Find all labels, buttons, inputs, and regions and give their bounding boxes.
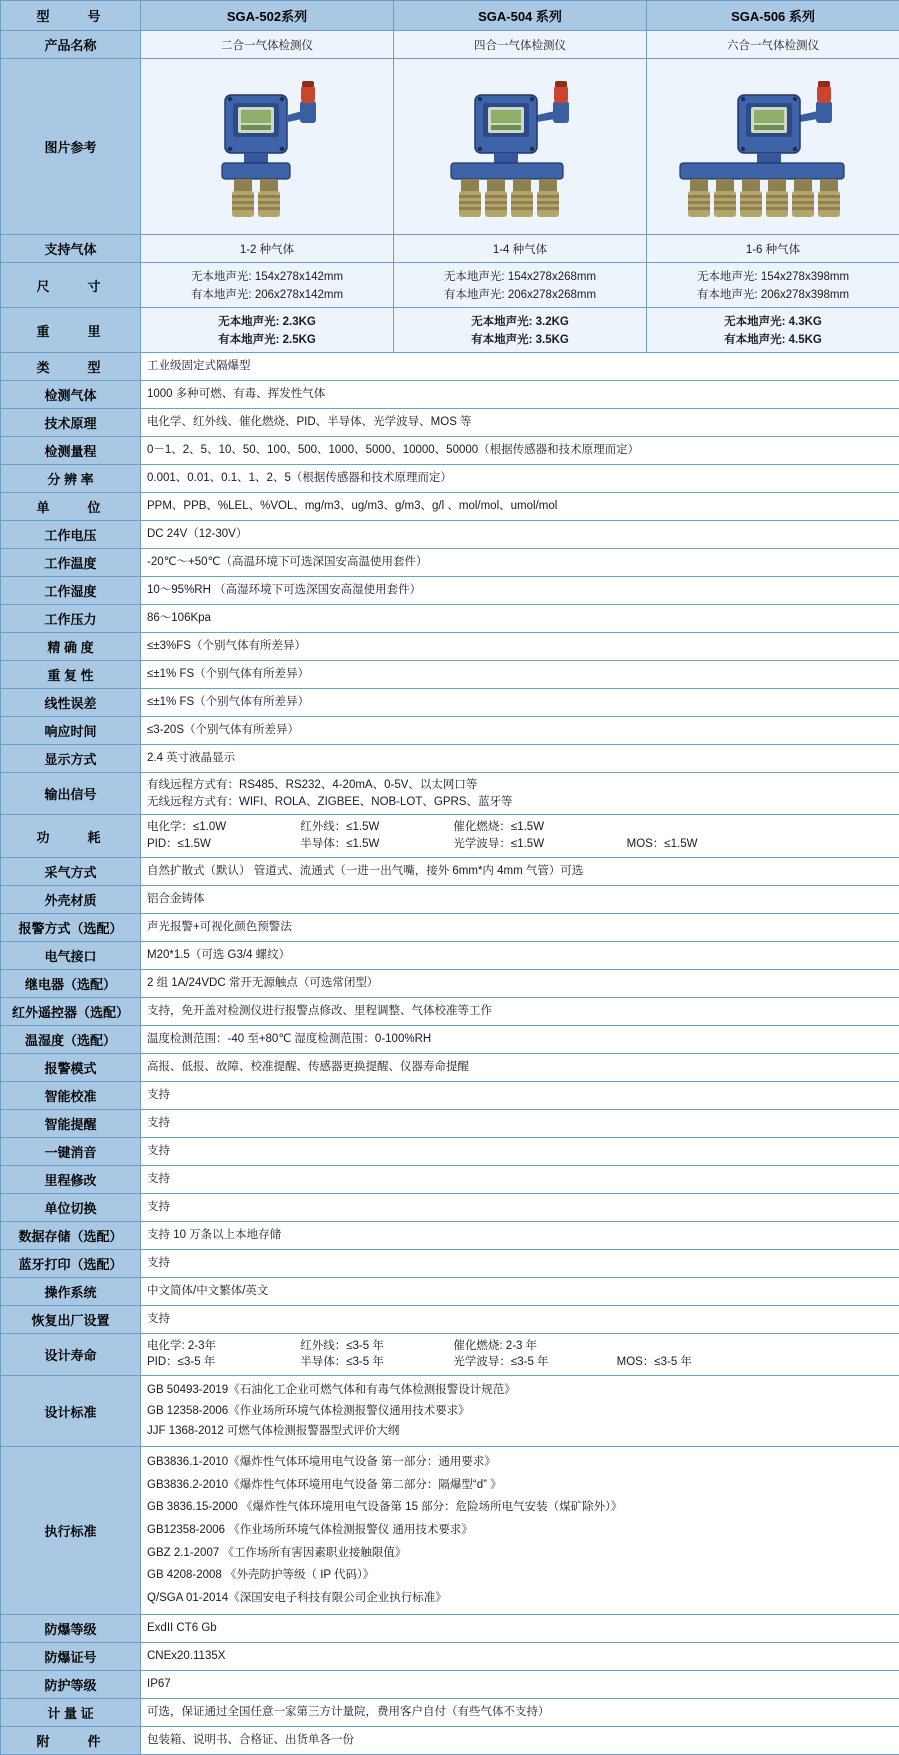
ip-level-value: IP67 [141,1670,899,1698]
row-label-support-gas: 支持气体 [1,235,141,263]
table-row-ir-remote [1,997,899,1025]
header-model-1: SGA-502系列 [141,1,394,31]
table-row-power [1,815,899,857]
weight-3 [647,308,899,353]
row-label-alarm-mode-opt: 报警方式（选配） [1,913,141,941]
table-row-response-time [1,717,899,745]
row-label-ir-remote: 红外遥控器（选配） [1,997,141,1025]
table-row-smart-calibration [1,1081,899,1109]
table-row-factory-reset [1,1305,899,1333]
row-label-work-temp: 工作温度 [1,549,141,577]
weight-2 [394,308,647,353]
table-row-accessories [1,1726,899,1754]
detect-gas-value: 1000 多种可燃、有毒、挥发性气体 [141,381,899,409]
table-row-principle [1,409,899,437]
table-row-ex-cert [1,1642,899,1670]
row-label-principle: 技术原理 [1,409,141,437]
design-standard-item: JJF 1368-2012 可燃气体检测报警器型式评价大纲 [147,1421,893,1442]
size-2-line2: 有本地声光: 206x278x268mm [398,285,642,303]
shell-value: 铝合金铸体 [141,885,899,913]
table-row-detect-gas [1,381,899,409]
row-label-linear-error: 线性误差 [1,689,141,717]
support-gas-1: 1-2 种气体 [141,235,394,263]
product-name-1: 二合一气体检测仪 [141,31,394,59]
exec-standard-item: GB3836.1-2010《爆炸性气体环境用电气设备 第一部分：通用要求》 [147,1451,893,1474]
power-infrared: 红外线：≤1.5W [300,819,450,836]
weight-2-line2: 有本地声光: 3.5KG [398,330,642,348]
table-row-support-gas [1,235,899,263]
design-life-value [141,1333,899,1375]
row-label-design-standard: 设计标准 [1,1376,141,1447]
exec-standard-item: Q/SGA 01-2014《深国安电子科技有限公司企业执行标准》 [147,1587,893,1610]
row-label-relay: 继电器（选配） [1,969,141,997]
table-row-repeatability [1,661,899,689]
ex-level-value: ExdII CT6 Gb [141,1614,899,1642]
accessories-value: 包装箱、说明书、合格证、出货单各一份 [141,1726,899,1754]
row-label-unit: 单 位 [1,493,141,521]
smart-reminder-value: 支持 [141,1109,899,1137]
gas-detector-device-icon [192,65,342,225]
table-row-metering-cert [1,1698,899,1726]
table-row-output-signal [1,773,899,815]
life-semiconductor: 半导体：≤3-5 年 [300,1354,450,1371]
work-humidity-value: 10～95%RH （高湿环境下可选深国安高湿使用套件） [141,577,899,605]
table-row-weight [1,308,899,353]
alarm-modes-value: 高报、低报、故障、校准提醒、传感器更换提醒、仪器寿命提醒 [141,1053,899,1081]
power-line-1 [147,819,893,836]
row-label-alarm-modes: 报警模式 [1,1053,141,1081]
exec-standard-item: GB 3836.15-2000 《爆炸性气体环境用电气设备第 15 部分：危险场所电气安装（煤矿除外）》 [147,1496,893,1519]
row-label-resolution: 分 辨 率 [1,465,141,493]
work-temp-value: -20℃～+50℃（高温环境下可选深国安高温使用套件） [141,549,899,577]
row-label-image-ref: 图片参考 [1,59,141,235]
power-semiconductor: 半导体：≤1.5W [300,836,450,853]
row-label-accuracy: 精 确 度 [1,633,141,661]
device-image-3 [647,59,899,235]
design-life-line-1 [147,1338,893,1355]
table-row-alarm-mode-opt [1,913,899,941]
design-standard-item: GB 50493-2019《石油化工企业可燃气体和有毒气体检测报警设计规范》 [147,1380,893,1401]
life-mos: MOS：≤3-5 年 [617,1354,692,1371]
header-model-2: SGA-504 系列 [394,1,647,31]
power-value [141,815,899,857]
display-value: 2.4 英寸液晶显示 [141,745,899,773]
electric-interface-value: M20*1.5（可选 G3/4 螺纹） [141,941,899,969]
relay-value: 2 组 1A/24VDC 常开无源触点（可选常闭型） [141,969,899,997]
row-label-type: 类 型 [1,353,141,381]
row-label-data-storage-opt: 数据存储（选配） [1,1221,141,1249]
table-row-range [1,437,899,465]
size-3-line2: 有本地声光: 206x278x398mm [651,285,895,303]
support-gas-2: 1-4 种气体 [394,235,647,263]
table-row-shell [1,885,899,913]
row-label-temp-humidity-opt: 温湿度（选配） [1,1025,141,1053]
design-life-line-2 [147,1354,893,1371]
product-name-2: 四合一气体检测仪 [394,31,647,59]
size-1-line1: 无本地声光: 154x278x142mm [145,267,389,285]
life-optical: 光学波导：≤3-5 年 [453,1354,613,1371]
power-pid: PID：≤1.5W [147,836,297,853]
output-signal-wireless: 无线远程方式有：WIFI、ROLA、ZIGBEE、NOB-LOT、GPRS、蓝牙等 [147,794,893,811]
table-row-resolution [1,465,899,493]
factory-reset-value: 支持 [141,1305,899,1333]
life-pid: PID：≤3-5 年 [147,1354,297,1371]
product-name-3: 六合一气体检测仪 [647,31,899,59]
power-catalytic: 催化燃烧：≤1.5W [453,819,623,836]
row-label-product-name: 产品名称 [1,31,141,59]
unit-value: PPM、PPB、%LEL、%VOL、mg/m3、ug/m3、g/m3、g/l 、mol/mol、umol/mol [141,493,899,521]
power-electrochemical: 电化学：≤1.0W [147,819,297,836]
linear-error-value: ≤±1% FS（个别气体有所差异） [141,689,899,717]
table-row-temp-humidity-opt [1,1025,899,1053]
table-row-one-key-mute [1,1137,899,1165]
row-label-weight: 重 里 [1,308,141,353]
row-label-power: 功 耗 [1,815,141,857]
row-label-factory-reset: 恢复出厂设置 [1,1305,141,1333]
exec-standard-item: GB12358-2006 《作业场所环境气体检测报警仪 通用技术要求》 [147,1519,893,1542]
row-label-exec-standard: 执行标准 [1,1447,141,1615]
table-row-unit-switch [1,1193,899,1221]
table-row-image-ref [1,59,899,235]
table-row-product-name [1,31,899,59]
table-row-alarm-modes [1,1053,899,1081]
row-label-work-humidity: 工作湿度 [1,577,141,605]
one-key-mute-value: 支持 [141,1137,899,1165]
temp-humidity-opt-value: 温度检测范围：-40 至+80℃ 湿度检测范围：0-100%RH [141,1025,899,1053]
table-row-smart-reminder [1,1109,899,1137]
table-row-linear-error [1,689,899,717]
table-row-relay [1,969,899,997]
resolution-value: 0.001、0.01、0.1、1、2、5（根据传感器和技术原理而定） [141,465,899,493]
device-image-1 [141,59,394,235]
row-label-one-key-mute: 一键消音 [1,1137,141,1165]
row-label-size: 尺 寸 [1,263,141,308]
row-label-display: 显示方式 [1,745,141,773]
row-label-range-modify: 里程修改 [1,1165,141,1193]
life-infrared: 红外线：≤3-5 年 [300,1338,450,1355]
smart-calibration-value: 支持 [141,1081,899,1109]
table-row-design-life [1,1333,899,1375]
table-row-size [1,263,899,308]
support-gas-3: 1-6 种气体 [647,235,899,263]
gas-detector-device-icon [658,65,888,225]
life-electrochemical: 电化学: 2-3年 [147,1338,297,1355]
table-row-type [1,353,899,381]
row-label-smart-calibration: 智能校准 [1,1081,141,1109]
row-label-electric-interface: 电气接口 [1,941,141,969]
size-1-line2: 有本地声光: 206x278x142mm [145,285,389,303]
size-2 [394,263,647,308]
alarm-mode-opt-value: 声光报警+可视化颜色预警法 [141,913,899,941]
table-row-electric-interface [1,941,899,969]
size-2-line1: 无本地声光: 154x278x268mm [398,267,642,285]
table-row-unit [1,493,899,521]
row-label-ex-level: 防爆等级 [1,1614,141,1642]
voltage-value: DC 24V（12-30V） [141,521,899,549]
row-label-ip-level: 防护等级 [1,1670,141,1698]
table-row-os [1,1277,899,1305]
table-row-ip-level [1,1670,899,1698]
size-3 [647,263,899,308]
row-label-ex-cert: 防爆证号 [1,1642,141,1670]
output-signal-value [141,773,899,815]
exec-standard-item: GB 4208-2008 《外壳防护等级（ IP 代码）》 [147,1564,893,1587]
table-row-voltage [1,521,899,549]
row-label-work-pressure: 工作压力 [1,605,141,633]
table-row-display [1,745,899,773]
row-label-voltage: 工作电压 [1,521,141,549]
table-row-bluetooth-print-opt [1,1249,899,1277]
repeatability-value: ≤±1% FS（个别气体有所差异） [141,661,899,689]
header-label-model: 型 号 [1,1,141,31]
response-time-value: ≤3-20S（个别气体有所差异） [141,717,899,745]
table-row-model [1,1,899,31]
sampling-value: 自然扩散式（默认） 管道式、流通式（一进一出气嘴，接外 6mm*内 4mm 气管）可选 [141,857,899,885]
table-row-range-modify [1,1165,899,1193]
row-label-os: 操作系统 [1,1277,141,1305]
range-value: 0－1、2、5、10、50、100、500、1000、5000、10000、50000（根据传感器和技术原理而定） [141,437,899,465]
table-row-sampling [1,857,899,885]
power-optical: 光学波导：≤1.5W [453,836,623,853]
accuracy-value: ≤±3%FS（个别气体有所差异） [141,633,899,661]
weight-1 [141,308,394,353]
row-label-bluetooth-print-opt: 蓝牙打印（选配） [1,1249,141,1277]
table-row-ex-level [1,1614,899,1642]
table-row-work-temp [1,549,899,577]
table-row-work-pressure [1,605,899,633]
row-label-smart-reminder: 智能提醒 [1,1109,141,1137]
metering-cert-value: 可选，保证通过全国任意一家第三方计量院，费用客户自付（有些气体不支持） [141,1698,899,1726]
table-row-exec-standard [1,1447,899,1615]
exec-standard-value [141,1447,899,1615]
weight-1-line1: 无本地声光: 2.3KG [145,312,389,330]
device-image-2 [394,59,647,235]
life-catalytic: 催化燃烧: 2-3 年 [453,1338,613,1355]
weight-3-line2: 有本地声光: 4.5KG [651,330,895,348]
weight-3-line1: 无本地声光: 4.3KG [651,312,895,330]
table-row-data-storage-opt [1,1221,899,1249]
row-label-response-time: 响应时间 [1,717,141,745]
table-row-design-standard [1,1376,899,1447]
output-signal-wired: 有线远程方式有：RS485、RS232、4-20mA、0-5V、以太网口等 [147,777,893,794]
row-label-output-signal: 输出信号 [1,773,141,815]
size-1 [141,263,394,308]
row-label-sampling: 采气方式 [1,857,141,885]
data-storage-opt-value: 支持 10 万条以上本地存储 [141,1221,899,1249]
row-label-design-life: 设计寿命 [1,1333,141,1375]
power-line-2 [147,836,893,853]
table-row-work-humidity [1,577,899,605]
row-label-range: 检测量程 [1,437,141,465]
row-label-repeatability: 重 复 性 [1,661,141,689]
unit-switch-value: 支持 [141,1193,899,1221]
weight-1-line2: 有本地声光: 2.5KG [145,330,389,348]
row-label-detect-gas: 检测气体 [1,381,141,409]
row-label-shell: 外壳材质 [1,885,141,913]
ex-cert-value: CNEx20.1135X [141,1642,899,1670]
design-standard-item: GB 12358-2006《作业场所环境气体检测报警仪通用技术要求》 [147,1401,893,1422]
principle-value: 电化学、红外线、催化燃烧、PID、半导体、光学波导、MOS 等 [141,409,899,437]
bluetooth-print-opt-value: 支持 [141,1249,899,1277]
work-pressure-value: 86～106Kpa [141,605,899,633]
ir-remote-value: 支持，免开盖对检测仪进行报警点修改、里程调整、气体校准等工作 [141,997,899,1025]
exec-standard-item: GB3836.2-2010《爆炸性气体环境用电气设备 第二部分：隔爆型“d” 》 [147,1474,893,1497]
type-value: 工业级固定式隔爆型 [141,353,899,381]
row-label-accessories: 附 件 [1,1726,141,1754]
row-label-metering-cert: 计 量 证 [1,1698,141,1726]
power-mos: MOS：≤1.5W [627,836,698,853]
header-model-3: SGA-506 系列 [647,1,899,31]
os-value: 中文简体/中文繁体/英文 [141,1277,899,1305]
row-label-unit-switch: 单位切换 [1,1193,141,1221]
weight-2-line1: 无本地声光: 3.2KG [398,312,642,330]
exec-standard-item: GBZ 2.1-2007 《工作场所有害因素职业接触限值》 [147,1542,893,1565]
size-3-line1: 无本地声光: 154x278x398mm [651,267,895,285]
table-row-accuracy [1,633,899,661]
gas-detector-device-icon [425,65,615,225]
design-standard-value [141,1376,899,1447]
range-modify-value: 支持 [141,1165,899,1193]
